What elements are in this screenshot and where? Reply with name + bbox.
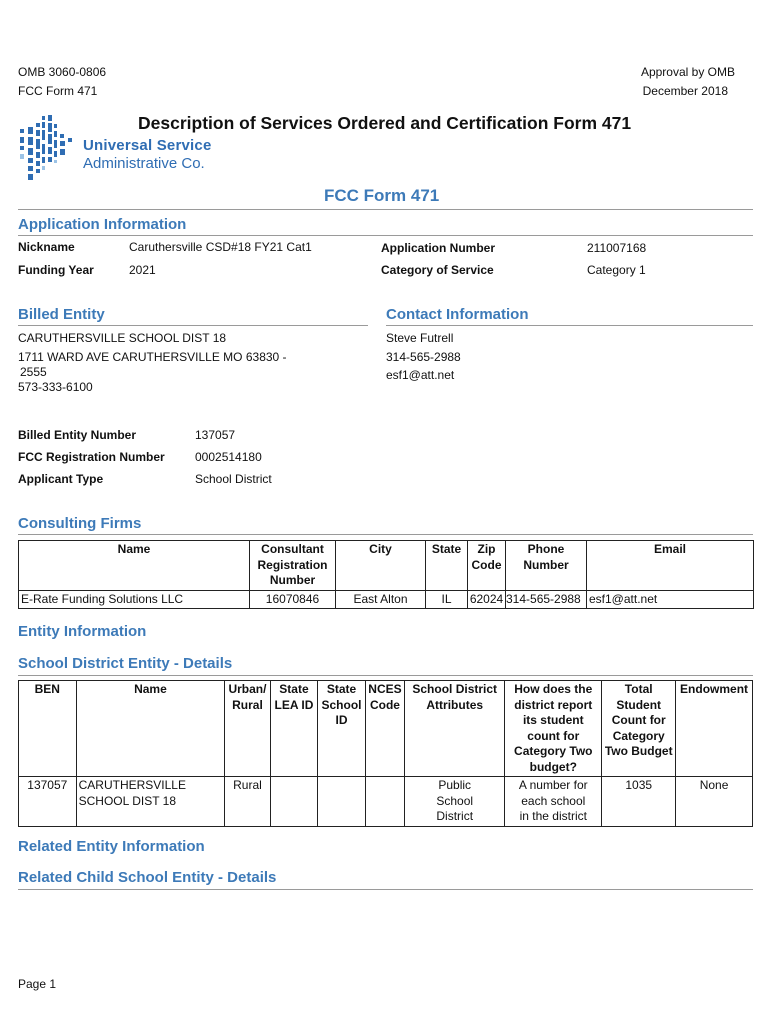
consultant-phone: 314-565-2988 <box>506 590 587 609</box>
category-of-service-label: Category of Service <box>381 263 494 277</box>
col-state-school-id: State School ID <box>318 681 366 777</box>
usac-logo-mark-icon <box>16 114 76 184</box>
col-zip-code: Zip Code <box>468 541 506 591</box>
logo-line-2: Administrative Co. <box>83 155 205 172</box>
page-number: Page 1 <box>18 977 57 991</box>
contact-details <box>386 329 461 385</box>
logo-line-1: Universal Service <box>83 137 212 154</box>
form-subtitle: FCC Form 471 <box>324 186 440 205</box>
entity-urban-rural: Rural <box>225 777 270 827</box>
col-phone-number: Phone Number <box>506 541 587 591</box>
entity-total-student-count: 1035 <box>602 777 676 827</box>
col-state-lea-id: State LEA ID <box>270 681 318 777</box>
entity-endowment: None <box>676 777 753 827</box>
section-related-child-school-details: Related Child School Entity - Details <box>18 869 277 886</box>
col-city: City <box>336 541 426 591</box>
application-number-value: 211007168 <box>587 241 647 255</box>
omb-approval: Approval by OMB <box>640 65 735 79</box>
section-related-entity-information: Related Entity Information <box>18 838 205 855</box>
col-consultant-registration-number: Consultant Registration Number <box>250 541 336 591</box>
col-urban-rural: Urban/ Rural <box>225 681 270 777</box>
applicant-type-label: Applicant Type <box>18 472 104 486</box>
billed-entity-address <box>18 329 348 397</box>
table-row <box>19 590 754 609</box>
entity-state-lea-id <box>270 777 318 827</box>
col-name: Name <box>19 541 250 591</box>
entity-header-row <box>19 681 753 777</box>
col-student-count-method: How does the district report its student count for Category Two budget? <box>505 681 602 777</box>
section-contact-information: Contact Information <box>386 306 529 323</box>
title-divider <box>18 209 753 210</box>
col-school-district-attributes: School District Attributes <box>405 681 505 777</box>
col-state: State <box>426 541 468 591</box>
col-total-student-count: Total Student Count for Category Two Budget <box>602 681 676 777</box>
section-school-district-entity-details: School District Entity - Details <box>18 655 233 672</box>
school-district-entity-table <box>18 680 753 827</box>
billed-entity-divider <box>18 325 368 326</box>
entity-ben: 137057 <box>19 777 77 827</box>
consultant-zip: 62024 <box>468 590 506 609</box>
entity-student-count-method: A number for each school in the district <box>505 777 602 827</box>
col-nces-code: NCES Code <box>365 681 404 777</box>
entity-name: CARUTHERSVILLE SCHOOL DIST 18 <box>76 777 225 827</box>
contact-phone: 314-565-2988 <box>386 349 461 364</box>
contact-name: Steve Futrell <box>386 331 454 345</box>
fcc-registration-label: FCC Registration Number <box>18 450 165 464</box>
omb-number: OMB 3060-0806 <box>18 65 107 79</box>
nickname-value: Caruthersville CSD#18 FY21 Cat1 <box>129 240 312 254</box>
consulting-divider <box>18 534 753 535</box>
entity-nces-code <box>365 777 404 827</box>
entity-state-school-id <box>318 777 366 827</box>
contact-divider <box>386 325 753 326</box>
usac-logo <box>16 114 76 184</box>
fcc-registration-value: 0002514180 <box>195 450 262 464</box>
consultant-registration-number: 16070846 <box>250 590 336 609</box>
section-entity-information: Entity Information <box>18 623 147 640</box>
section-application-information: Application Information <box>18 216 187 233</box>
consultant-state: IL <box>426 590 468 609</box>
related-divider <box>18 889 753 890</box>
consultant-name: E-Rate Funding Solutions LLC <box>19 590 250 609</box>
billed-entity-number-value: 137057 <box>195 428 236 442</box>
col-ben: BEN <box>19 681 77 777</box>
page-title: Description of Services Ordered and Certification Form 471 <box>138 113 632 133</box>
col-entity-name: Name <box>76 681 225 777</box>
category-of-service-value: Category 1 <box>587 263 646 277</box>
application-number-label: Application Number <box>381 241 496 255</box>
billed-entity-number-label: Billed Entity Number <box>18 428 137 442</box>
billed-entity-address-line-1: 1711 WARD AVE CARUTHERSVILLE MO 63830 - <box>18 349 287 364</box>
consultant-email: esf1@att.net <box>587 590 754 609</box>
billed-entity-phone: 573-333-6100 <box>18 380 93 394</box>
entity-attributes: Public School District <box>405 777 505 827</box>
billed-entity-address-line-2: 2555 <box>20 365 47 379</box>
consultant-city: East Alton <box>336 590 426 609</box>
nickname-label: Nickname <box>18 240 75 254</box>
applicant-type-value: School District <box>195 472 272 486</box>
billed-entity-name: CARUTHERSVILLE SCHOOL DIST 18 <box>18 331 227 345</box>
entity-divider <box>18 675 753 676</box>
funding-year-label: Funding Year <box>18 263 94 277</box>
omb-approval-date: December 2018 <box>642 84 728 98</box>
application-divider <box>18 235 753 236</box>
consulting-firms-table <box>18 540 754 609</box>
contact-email: esf1@att.net <box>386 368 455 382</box>
col-email: Email <box>587 541 754 591</box>
funding-year-value: 2021 <box>129 263 156 277</box>
consulting-header-row <box>19 541 754 591</box>
table-row <box>19 777 753 827</box>
section-billed-entity: Billed Entity <box>18 306 105 323</box>
col-endowment: Endowment <box>676 681 753 777</box>
section-consulting-firms: Consulting Firms <box>18 515 142 532</box>
form-number: FCC Form 471 <box>18 84 98 98</box>
